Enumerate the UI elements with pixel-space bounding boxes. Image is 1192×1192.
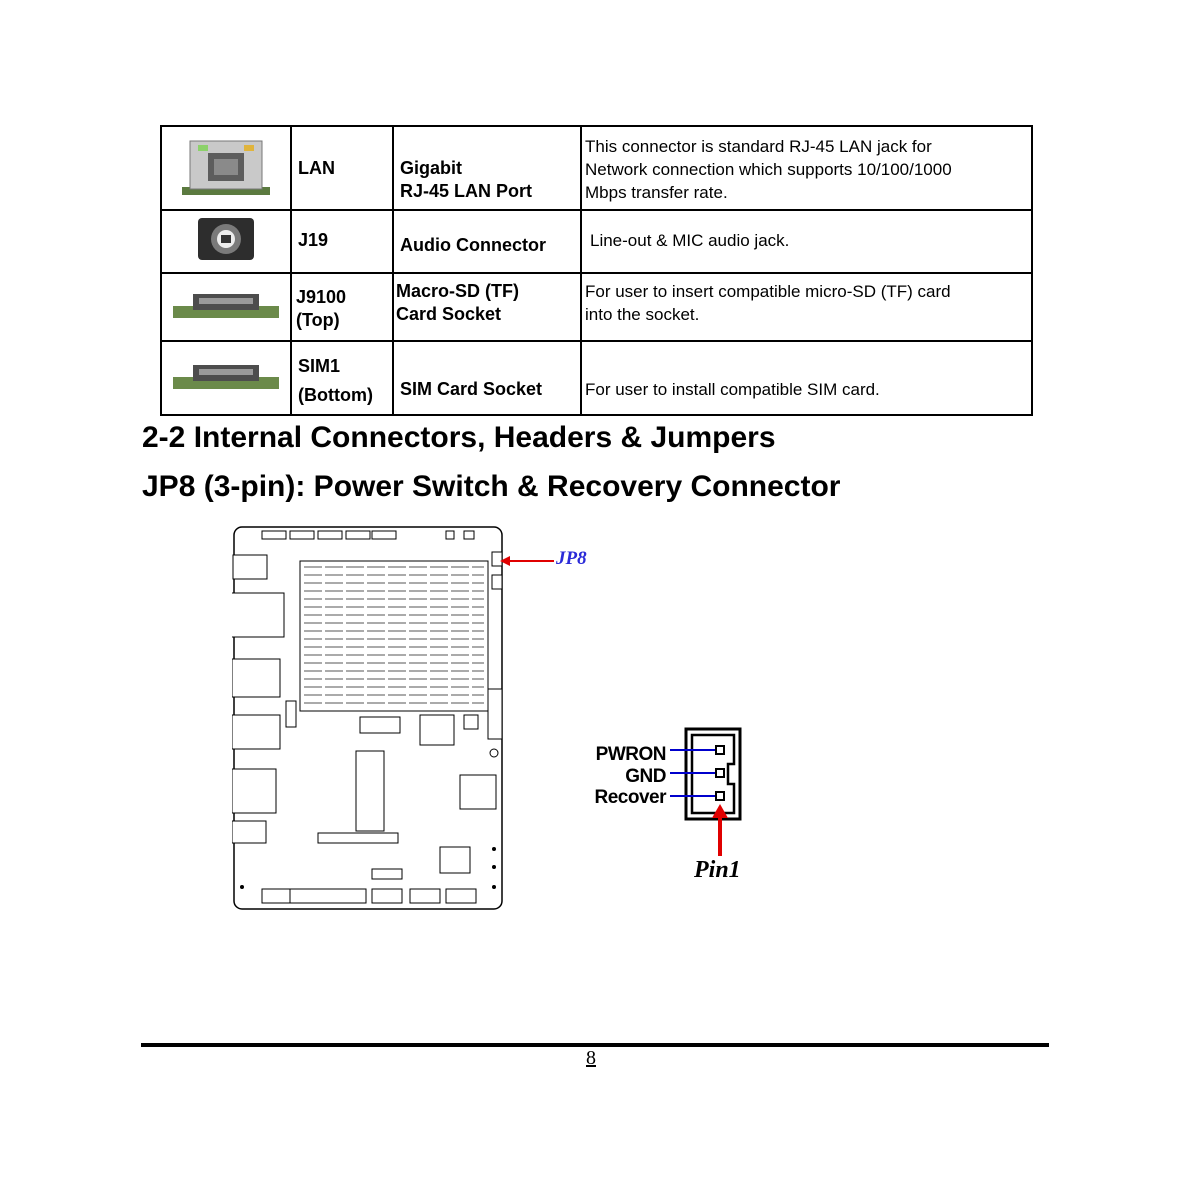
- table-row: [161, 210, 1032, 273]
- table-row: [161, 126, 1032, 210]
- table-row: [161, 273, 1032, 341]
- connector-name: J9100 (Top): [296, 287, 347, 330]
- connector-type: SIM Card Socket: [400, 379, 543, 399]
- connector-description: For user to install compatible SIM card.: [585, 380, 880, 399]
- connector-description: For user to insert compatible micro-SD (TF) card into the socket.: [585, 282, 951, 324]
- connector-type: Macro-SD (TF) Card Socket: [396, 281, 519, 324]
- sim-socket-icon: [171, 361, 281, 391]
- connector-table: [160, 125, 1033, 416]
- audio-jack-icon: [196, 216, 256, 262]
- connector-name: J19: [298, 230, 329, 250]
- page-number: 8: [586, 1047, 596, 1069]
- pin-label-pwron: PWRON: [595, 744, 666, 765]
- jp8-pin-diagram: [668, 726, 746, 858]
- connector-name: SIM1 (Bottom): [298, 356, 373, 405]
- connector-description: Line-out & MIC audio jack.: [590, 231, 790, 250]
- subsection-heading: JP8 (3-pin): Power Switch & Recovery Connector: [142, 470, 841, 503]
- jp8-callout-label: JP8: [556, 548, 587, 569]
- table-row: [161, 341, 1032, 415]
- connector-name: LAN: [298, 158, 335, 178]
- motherboard-diagram: [232, 525, 504, 911]
- connector-description: This connector is standard RJ-45 LAN jack for Network connection which supports 10/100/1000 Mbps transfer rate.: [585, 137, 952, 202]
- connector-type: Gigabit RJ-45 LAN Port: [400, 158, 533, 201]
- rj45-jack-icon: [178, 133, 274, 199]
- pin-label-recover: Recover: [594, 787, 666, 808]
- section-heading: 2-2 Internal Connectors, Headers & Jumpers: [142, 421, 776, 454]
- pin-label-gnd: GND: [625, 766, 666, 787]
- pin1-label: Pin1: [694, 857, 741, 883]
- sd-socket-icon: [171, 290, 281, 320]
- connector-type: Audio Connector: [400, 235, 546, 255]
- jp8-callout-arrow: [498, 553, 558, 569]
